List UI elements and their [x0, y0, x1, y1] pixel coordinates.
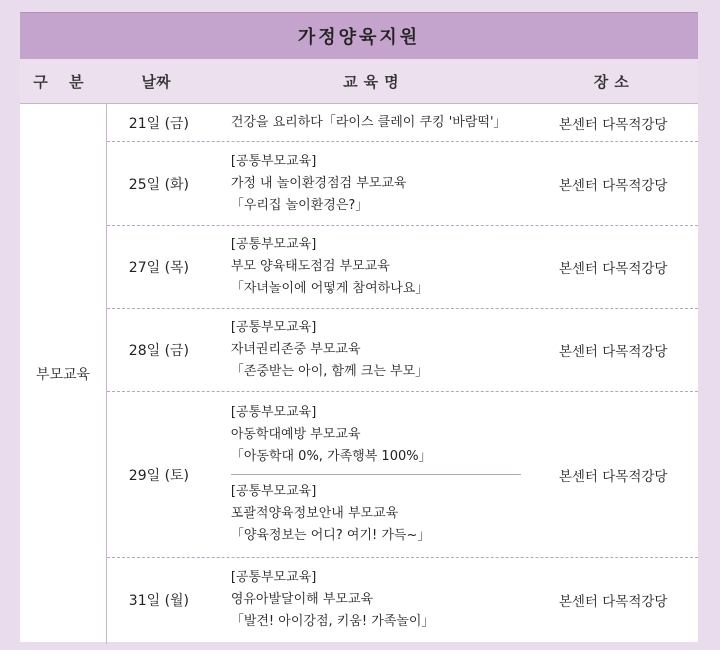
- place-cell: 본센터 다목적강당: [558, 261, 668, 277]
- program-block: [231, 398, 528, 472]
- header-date: 날짜: [141, 72, 171, 91]
- table-title: 가정양육지원: [20, 12, 698, 59]
- table-body: [20, 104, 698, 644]
- program-block: [231, 230, 528, 304]
- program-line: 자녀권리존중 부모교육: [230, 342, 361, 357]
- education-cell: [211, 147, 528, 221]
- program-block: [231, 147, 528, 221]
- program-line: 「우리집 놀이환경은?」: [230, 197, 369, 213]
- program-block: [231, 563, 528, 637]
- program-block: [231, 108, 528, 138]
- header-category: 구 분: [33, 72, 92, 91]
- table-row: [107, 309, 698, 392]
- program-line: [공통부모교육]: [230, 484, 317, 499]
- program-line: 「발견! 아이강점, 키움! 가족놀이」: [230, 614, 435, 629]
- table-rows: [107, 104, 698, 644]
- date-cell: 31일 (월): [128, 593, 190, 609]
- place-cell: 본센터 다목적강당: [558, 116, 668, 133]
- program-line: [공통부모교육]: [230, 237, 317, 252]
- date-cell: 21일 (금): [128, 115, 190, 132]
- table-row: [107, 104, 698, 142]
- header-row: [20, 59, 698, 104]
- place-cell: 본센터 다목적강당: [558, 344, 668, 360]
- place-cell: 본센터 다목적강당: [558, 177, 668, 194]
- program-line: [공통부모교육]: [230, 405, 317, 420]
- program-block: [231, 474, 521, 551]
- place-cell: 본센터 다목적강당: [558, 468, 668, 485]
- education-cell: [211, 563, 528, 637]
- education-cell: [211, 398, 528, 551]
- header-education: 교육명: [343, 72, 405, 91]
- date-cell: 27일 (목): [128, 260, 190, 276]
- program-line: 건강을 요리하다「라이스 클레이 쿠킹 '바람떡'」: [230, 114, 507, 130]
- schedule-table: [20, 12, 698, 642]
- program-line: 포괄적양육정보안내 부모교육: [230, 506, 399, 521]
- program-line: 「자녀놀이에 어떻게 참여하나요」: [230, 281, 429, 296]
- program-line: 「양육정보는 어디? 여기! 가득~」: [230, 528, 431, 543]
- program-line: 「아동학대 0%, 가족행복 100%」: [230, 449, 432, 464]
- program-line: [공통부모교육]: [230, 320, 317, 335]
- table-row: [107, 142, 698, 226]
- program-line: [공통부모교육]: [230, 153, 317, 169]
- place-cell: 본센터 다목적강당: [558, 594, 668, 610]
- program-line: [공통부모교육]: [230, 570, 317, 585]
- program-block: [231, 313, 528, 387]
- program-line: 「존중받는 아이, 함께 크는 부모」: [230, 364, 429, 379]
- table-row: [107, 558, 698, 642]
- education-cell: [211, 313, 528, 387]
- category-cell: 부모교육: [20, 104, 107, 644]
- date-cell: 28일 (금): [128, 343, 190, 359]
- header-place: 장소: [593, 72, 635, 91]
- table-row: [107, 226, 698, 309]
- education-cell: [211, 108, 528, 138]
- program-line: 가정 내 놀이환경점검 부모교육: [230, 175, 407, 191]
- date-cell: 25일 (화): [128, 176, 190, 193]
- program-line: 부모 양육태도점검 부모교육: [230, 259, 390, 274]
- date-cell: 29일 (토): [128, 467, 190, 484]
- program-line: 영유아발달이해 부모교육: [230, 592, 374, 607]
- program-line: 아동학대예방 부모교육: [230, 427, 361, 442]
- table-row: [107, 392, 698, 558]
- education-cell: [211, 230, 528, 304]
